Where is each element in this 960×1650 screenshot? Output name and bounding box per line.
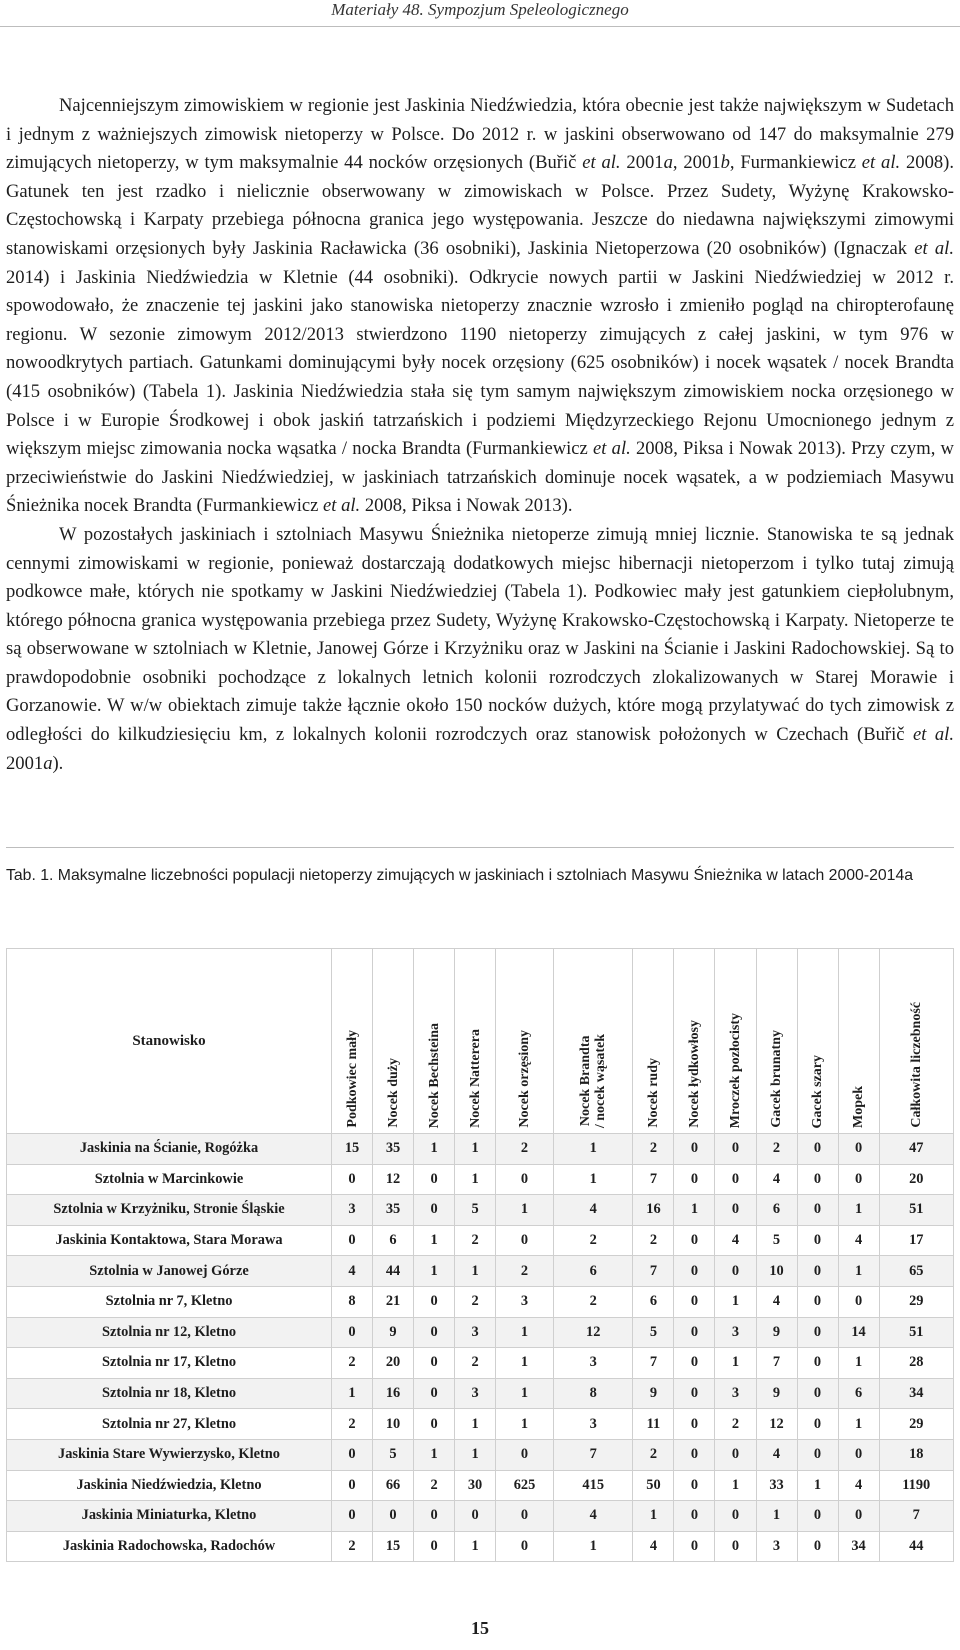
count-cell: 0	[838, 1164, 879, 1195]
species-column-header	[879, 949, 953, 1134]
species-header-line: Mopek	[851, 1086, 867, 1128]
count-cell: 0	[414, 1317, 455, 1348]
species-column-header	[674, 949, 715, 1134]
count-cell: 0	[674, 1378, 715, 1409]
table-header-row	[7, 949, 954, 1134]
count-cell: 6	[373, 1225, 414, 1256]
table-body	[7, 1134, 954, 1562]
count-cell: 0	[414, 1531, 455, 1562]
species-header-line: Całkowita liczebność	[908, 1002, 924, 1128]
count-cell: 0	[797, 1348, 838, 1379]
italic-text-run: a	[43, 752, 53, 774]
station-cell: Jaskinia Miniaturka, Kletno	[7, 1501, 332, 1532]
count-cell: 3	[455, 1317, 496, 1348]
count-cell: 1	[553, 1134, 632, 1165]
text-run: , 2001	[672, 152, 721, 174]
species-column-header	[838, 949, 879, 1134]
count-cell: 35	[373, 1134, 414, 1165]
species-header-label	[386, 1058, 401, 1128]
count-cell: 1	[496, 1195, 554, 1226]
count-cell: 0	[797, 1531, 838, 1562]
count-cell: 2	[496, 1256, 554, 1287]
count-cell: 0	[332, 1317, 373, 1348]
count-cell: 14	[838, 1317, 879, 1348]
count-cell: 0	[674, 1317, 715, 1348]
italic-text-run: et al.	[861, 152, 901, 174]
count-cell: 0	[674, 1134, 715, 1165]
count-cell: 0	[797, 1164, 838, 1195]
species-column-header	[633, 949, 674, 1134]
species-column-header	[414, 949, 455, 1134]
station-cell: Sztolnia w Marcinkowie	[7, 1164, 332, 1195]
count-cell: 4	[756, 1286, 797, 1317]
count-cell: 6	[633, 1286, 674, 1317]
count-cell: 1	[496, 1348, 554, 1379]
count-cell: 0	[797, 1378, 838, 1409]
count-cell: 1	[414, 1439, 455, 1470]
species-header-label	[851, 1086, 866, 1128]
count-cell: 15	[373, 1531, 414, 1562]
count-cell: 1	[553, 1531, 632, 1562]
species-column-header	[715, 949, 756, 1134]
count-cell: 4	[838, 1225, 879, 1256]
station-column-header: Stanowisko	[7, 949, 332, 1134]
count-cell: 3	[756, 1531, 797, 1562]
count-cell: 2	[633, 1439, 674, 1470]
count-cell: 2	[715, 1409, 756, 1440]
station-cell: Sztolnia w Krzyżniku, Stronie Śląskie	[7, 1195, 332, 1226]
species-header-line: Nocek Brandta	[578, 1035, 594, 1127]
count-cell: 1	[455, 1134, 496, 1165]
italic-text-run: et al.	[582, 152, 621, 174]
species-header-label	[810, 1055, 825, 1128]
count-cell: 0	[674, 1439, 715, 1470]
station-cell: Jaskinia na Ścianie, Rogóżka	[7, 1134, 332, 1165]
italic-text-run: et al.	[914, 237, 954, 259]
table-row	[7, 1195, 954, 1226]
count-cell: 0	[414, 1409, 455, 1440]
species-header-label	[646, 1058, 661, 1128]
species-column-header	[332, 949, 373, 1134]
station-cell: Sztolnia nr 17, Kletno	[7, 1348, 332, 1379]
count-cell: 0	[414, 1501, 455, 1532]
running-header: Materiały 48. Sympozjum Speleologicznego	[331, 0, 629, 19]
text-run: 2001	[620, 152, 664, 174]
count-cell: 3	[553, 1409, 632, 1440]
count-cell: 10	[756, 1256, 797, 1287]
total-cell: 17	[879, 1225, 953, 1256]
count-cell: 1	[455, 1164, 496, 1195]
count-cell: 0	[496, 1439, 554, 1470]
count-cell: 7	[633, 1348, 674, 1379]
species-header-label	[769, 1030, 784, 1128]
species-header-label	[578, 1034, 608, 1128]
species-column-header	[797, 949, 838, 1134]
count-cell: 3	[332, 1195, 373, 1226]
species-header-label	[517, 1030, 532, 1128]
total-cell: 65	[879, 1256, 953, 1287]
count-cell: 1	[496, 1317, 554, 1348]
count-cell: 0	[838, 1439, 879, 1470]
table-row	[7, 1409, 954, 1440]
species-header-line: Nocek łydkowłosy	[686, 1020, 702, 1128]
count-cell: 1	[715, 1286, 756, 1317]
count-cell: 4	[715, 1225, 756, 1256]
count-cell: 6	[838, 1378, 879, 1409]
count-cell: 0	[715, 1195, 756, 1226]
station-cell: Jaskinia Kontaktowa, Stara Morawa	[7, 1225, 332, 1256]
species-header-line: Nocek duży	[385, 1058, 401, 1128]
count-cell: 625	[496, 1470, 554, 1501]
table-row	[7, 1439, 954, 1470]
count-cell: 7	[553, 1439, 632, 1470]
count-cell: 0	[332, 1501, 373, 1532]
count-cell: 0	[715, 1531, 756, 1562]
species-column-header	[455, 949, 496, 1134]
paragraph	[6, 521, 954, 778]
count-cell: 1	[496, 1378, 554, 1409]
italic-text-run: et al.	[323, 495, 361, 517]
count-cell: 0	[797, 1501, 838, 1532]
count-cell: 20	[373, 1348, 414, 1379]
count-cell: 4	[756, 1439, 797, 1470]
table-row	[7, 1225, 954, 1256]
count-cell: 0	[797, 1195, 838, 1226]
species-column-header	[553, 949, 632, 1134]
count-cell: 0	[674, 1531, 715, 1562]
count-cell: 1	[756, 1501, 797, 1532]
text-run: 2008, Piksa i Nowak 2013). Przy czym, w przeciwieństwie do Jaskini Niedźwiedziej, w jaskiniach tatrzańskich dominuje nocek wąsatek, a w podziemiach Masywu Śnieżnika nocek Brandta (Furmankiewicz	[6, 438, 954, 517]
count-cell: 2	[633, 1225, 674, 1256]
count-cell: 7	[756, 1348, 797, 1379]
count-cell: 9	[633, 1378, 674, 1409]
count-cell: 0	[797, 1409, 838, 1440]
count-cell: 0	[797, 1256, 838, 1287]
species-column-header	[496, 949, 554, 1134]
total-cell: 20	[879, 1164, 953, 1195]
station-cell: Sztolnia nr 18, Kletno	[7, 1378, 332, 1409]
total-cell: 29	[879, 1286, 953, 1317]
table-row	[7, 1134, 954, 1165]
count-cell: 0	[373, 1501, 414, 1532]
count-cell: 4	[756, 1164, 797, 1195]
count-cell: 2	[332, 1531, 373, 1562]
total-cell: 34	[879, 1378, 953, 1409]
count-cell: 21	[373, 1286, 414, 1317]
text-run: 2008). Gatunek ten jest rzadko i nielicznie obserwowany w zimowiskach w Polsce. Przez Sudety, Wyżynę Krakowsko-Częstochowską i Karpaty przebiega północna granica jego występowania. Jeszcze do niedawna największymi zimowymi stanowiskami orzęsionych były Jaskinia Racławicka (36 osobniki), Jaskinia Nietoperzowa (20 osobników) (Ignaczak	[6, 152, 954, 259]
total-cell: 1190	[879, 1470, 953, 1501]
count-cell: 0	[838, 1286, 879, 1317]
count-cell: 0	[674, 1501, 715, 1532]
count-cell: 1	[496, 1409, 554, 1440]
table-row	[7, 1348, 954, 1379]
count-cell: 0	[715, 1256, 756, 1287]
count-cell: 9	[373, 1317, 414, 1348]
count-cell: 1	[553, 1164, 632, 1195]
count-cell: 1	[838, 1409, 879, 1440]
species-header-label	[427, 1023, 442, 1128]
species-header-line: / nocek wąsatek	[593, 1033, 609, 1128]
count-cell: 1	[838, 1195, 879, 1226]
count-cell: 34	[838, 1531, 879, 1562]
count-cell: 0	[496, 1531, 554, 1562]
count-cell: 0	[797, 1317, 838, 1348]
text-run: 2001	[6, 752, 44, 774]
count-cell: 35	[373, 1195, 414, 1226]
text-run: , Furmankiewicz	[729, 152, 862, 174]
table-row	[7, 1256, 954, 1287]
count-cell: 0	[674, 1256, 715, 1287]
count-cell: 0	[715, 1501, 756, 1532]
count-cell: 0	[455, 1501, 496, 1532]
count-cell: 0	[715, 1134, 756, 1165]
count-cell: 11	[633, 1409, 674, 1440]
count-cell: 5	[633, 1317, 674, 1348]
count-cell: 1	[414, 1256, 455, 1287]
count-cell: 0	[838, 1134, 879, 1165]
count-cell: 1	[455, 1409, 496, 1440]
station-cell: Jaskinia Stare Wywierzysko, Kletno	[7, 1439, 332, 1470]
species-column-header	[756, 949, 797, 1134]
species-header-line: Nocek rudy	[645, 1058, 661, 1128]
count-cell: 44	[373, 1256, 414, 1287]
count-cell: 5	[756, 1225, 797, 1256]
count-cell: 0	[414, 1378, 455, 1409]
total-cell: 28	[879, 1348, 953, 1379]
count-cell: 3	[455, 1378, 496, 1409]
count-cell: 10	[373, 1409, 414, 1440]
count-cell: 0	[715, 1164, 756, 1195]
count-cell: 2	[553, 1286, 632, 1317]
count-cell: 12	[756, 1409, 797, 1440]
count-cell: 0	[674, 1409, 715, 1440]
species-header-line: Gacek brunatny	[769, 1030, 784, 1128]
species-header-label	[909, 1002, 924, 1128]
count-cell: 2	[332, 1348, 373, 1379]
count-cell: 9	[756, 1378, 797, 1409]
count-cell: 0	[414, 1164, 455, 1195]
italic-text-run: et al.	[593, 438, 631, 460]
count-cell: 1	[414, 1225, 455, 1256]
count-cell: 2	[496, 1134, 554, 1165]
station-cell: Sztolnia nr 7, Kletno	[7, 1286, 332, 1317]
body-text	[6, 92, 954, 778]
count-cell: 415	[553, 1470, 632, 1501]
count-cell: 16	[373, 1378, 414, 1409]
count-cell: 33	[756, 1470, 797, 1501]
species-header-line: Nocek Natterera	[467, 1029, 483, 1128]
count-cell: 0	[674, 1348, 715, 1379]
species-header-line: Nocek orzęsiony	[517, 1030, 533, 1128]
count-cell: 0	[797, 1286, 838, 1317]
text-run: ).	[52, 752, 64, 774]
count-cell: 1	[633, 1501, 674, 1532]
text-run: 2008, Piksa i Nowak 2013).	[360, 495, 573, 517]
table-row	[7, 1286, 954, 1317]
count-cell: 4	[838, 1470, 879, 1501]
species-header-label	[345, 1030, 360, 1128]
table-caption: Tab. 1. Maksymalne liczebności populacji nietoperzy zimujących w jaskiniach i sztolniach Masywu Śnieżnika w latach 2000-2014a	[6, 867, 914, 884]
page-number: 15	[471, 1618, 489, 1638]
total-cell: 7	[879, 1501, 953, 1532]
count-cell: 5	[455, 1195, 496, 1226]
table-row	[7, 1470, 954, 1501]
count-cell: 0	[332, 1470, 373, 1501]
count-cell: 1	[715, 1470, 756, 1501]
species-header-label	[468, 1029, 483, 1128]
count-cell: 1	[674, 1195, 715, 1226]
count-cell: 0	[797, 1439, 838, 1470]
count-cell: 12	[373, 1164, 414, 1195]
count-cell: 2	[455, 1286, 496, 1317]
total-cell: 18	[879, 1439, 953, 1470]
count-cell: 16	[633, 1195, 674, 1226]
count-cell: 9	[756, 1317, 797, 1348]
count-cell: 0	[715, 1439, 756, 1470]
count-cell: 1	[838, 1348, 879, 1379]
station-cell: Sztolnia w Janowej Górze	[7, 1256, 332, 1287]
count-cell: 2	[332, 1409, 373, 1440]
count-cell: 2	[553, 1225, 632, 1256]
count-cell: 66	[373, 1470, 414, 1501]
station-cell: Sztolnia nr 27, Kletno	[7, 1409, 332, 1440]
count-cell: 0	[332, 1164, 373, 1195]
count-cell: 8	[553, 1378, 632, 1409]
count-cell: 1	[838, 1256, 879, 1287]
count-cell: 4	[553, 1501, 632, 1532]
count-cell: 0	[496, 1225, 554, 1256]
count-cell: 0	[797, 1134, 838, 1165]
header-divider	[0, 26, 960, 27]
text-run: Najcenniejszym zimowiskiem w regionie jest Jaskinia Niedźwiedzia, która obecnie jest także największym w Sudetach i jednym z ważniejszych zimowisk nietoperzy w Polsce. Do 2012 r. w jaskini obserwowano od 147 do maksymalnie 279 zimujących nietoperzy, w tym maksymalnie 44 nocków orzęsionych (Buřič	[6, 95, 954, 174]
station-cell: Jaskinia Niedźwiedzia, Kletno	[7, 1470, 332, 1501]
species-header-line: Gacek szary	[810, 1054, 826, 1128]
section-divider	[6, 847, 954, 848]
count-cell: 0	[674, 1164, 715, 1195]
count-cell: 0	[674, 1225, 715, 1256]
count-cell: 30	[455, 1470, 496, 1501]
station-cell: Sztolnia nr 12, Kletno	[7, 1317, 332, 1348]
count-cell: 1	[414, 1134, 455, 1165]
count-cell: 1	[715, 1348, 756, 1379]
species-header-label	[687, 1020, 702, 1128]
count-cell: 3	[715, 1317, 756, 1348]
count-cell: 0	[332, 1225, 373, 1256]
count-cell: 2	[455, 1348, 496, 1379]
table-row	[7, 1531, 954, 1562]
count-cell: 7	[633, 1256, 674, 1287]
species-column-header	[373, 949, 414, 1134]
species-header-line: Nocek Bechsteina	[426, 1022, 442, 1128]
count-cell: 0	[414, 1348, 455, 1379]
count-cell: 0	[674, 1286, 715, 1317]
count-cell: 1	[455, 1256, 496, 1287]
count-cell: 6	[553, 1256, 632, 1287]
count-cell: 0	[414, 1195, 455, 1226]
count-cell: 2	[455, 1225, 496, 1256]
count-cell: 0	[838, 1501, 879, 1532]
count-cell: 2	[414, 1470, 455, 1501]
count-cell: 0	[414, 1286, 455, 1317]
station-cell: Jaskinia Radochowska, Radochów	[7, 1531, 332, 1562]
table-row	[7, 1378, 954, 1409]
total-cell: 29	[879, 1409, 953, 1440]
count-cell: 6	[756, 1195, 797, 1226]
count-cell: 0	[496, 1164, 554, 1195]
text-run: 2014) i Jaskinia Niedźwiedzia w Kletnie (44 osobniki). Odkrycie nowych partii w Jaskini Niedźwiedziej w 2012 r. spowodowało, że znaczenie tej jaskini jako stanowiska nietoperzy znacznie wzrosło i zmieniło pogląd na chiropterofaunę regionu. W sezonie zimowym 2012/2013 stwierdzono 1190 nietoperzy zimujących z całej jaskini, w tym 976 w nowoodkrytych partiach. Gatunkami dominującymi były nocek orzęsiony (625 osobników) i nocek wąsatek / nocek Brandta (415 osobników) (Tabela 1). Jaskinia Niedźwiedzia stała się tym samym największym zimowiskiem nocka orzęsionego w Polsce i w Europie Środkowej i obok jaskiń tatrzańskich i podziemi Międzyrzeckiego Rejonu Umocnionego jednym z większym miejsc zimowania nocka wąsatka / nocka Brandta (Furmankiewicz	[6, 266, 954, 460]
species-header-line: Podkowiec mały	[344, 1030, 360, 1128]
species-header-line: Mroczek pozłocisty	[727, 1012, 743, 1128]
total-cell: 51	[879, 1317, 953, 1348]
count-cell: 4	[633, 1531, 674, 1562]
count-cell: 0	[496, 1501, 554, 1532]
count-cell: 1	[455, 1439, 496, 1470]
text-run: W pozostałych jaskiniach i sztolniach Masywu Śnieżnika nietoperze zimują mniej licznie. Stanowiska te są jednak cennymi zimowiskami w regionie, ponieważ dostarczają dodatkowych miejsc hibernacji nietoperzom i tylko tutaj zimują podkowce małe, których nie spotkamy w Jaskini Niedźwiedziej (Tabela 1). Podkowiec mały jest gatunkiem ciepłolubnym, którego północna granica występowania przebiega przez Sudety, Wyżynę Krakowsko-Częstochowską i Karpaty. Nietoperze te są obserwowane w sztolniach w Kletnie, Janowej Górze i Krzyżniku oraz w Jaskini na Ścianie i Jaskini Radochowskiej. Są to prawdopodobnie osobniki pochodzące z lokalnych letnich kolonii rozrodczych zlokalizowanych w Starej Morawie i Gorzanowie. W w/w obiektach zimuje także łącznie około 150 nocków dużych, które mogą przylatywać do tych zimowisk z odległości do kilkudziesięciu km, z lokalnych kolonii rozrodczych oraz stanowisk położonych w Czechach (Buřič	[6, 523, 954, 746]
total-cell: 51	[879, 1195, 953, 1226]
table-row	[7, 1501, 954, 1532]
count-cell: 2	[756, 1134, 797, 1165]
count-cell: 3	[496, 1286, 554, 1317]
count-cell: 8	[332, 1286, 373, 1317]
count-cell: 0	[674, 1470, 715, 1501]
count-cell: 0	[797, 1225, 838, 1256]
count-cell: 2	[633, 1134, 674, 1165]
count-cell: 4	[553, 1195, 632, 1226]
bat-counts-table	[6, 948, 954, 1562]
count-cell: 3	[553, 1348, 632, 1379]
count-cell: 15	[332, 1134, 373, 1165]
count-cell: 3	[715, 1378, 756, 1409]
paragraph	[6, 92, 954, 521]
italic-text-run: et al.	[913, 724, 954, 746]
species-header-label	[728, 1013, 743, 1128]
total-cell: 47	[879, 1134, 953, 1165]
count-cell: 0	[332, 1439, 373, 1470]
count-cell: 50	[633, 1470, 674, 1501]
count-cell: 1	[455, 1531, 496, 1562]
count-cell: 5	[373, 1439, 414, 1470]
count-cell: 7	[633, 1164, 674, 1195]
count-cell: 4	[332, 1256, 373, 1287]
italic-text-run: b	[720, 152, 730, 174]
italic-text-run: a	[663, 152, 673, 174]
count-cell: 12	[553, 1317, 632, 1348]
total-cell: 44	[879, 1531, 953, 1562]
table-row	[7, 1164, 954, 1195]
count-cell: 1	[797, 1470, 838, 1501]
table-row	[7, 1317, 954, 1348]
count-cell: 1	[332, 1378, 373, 1409]
